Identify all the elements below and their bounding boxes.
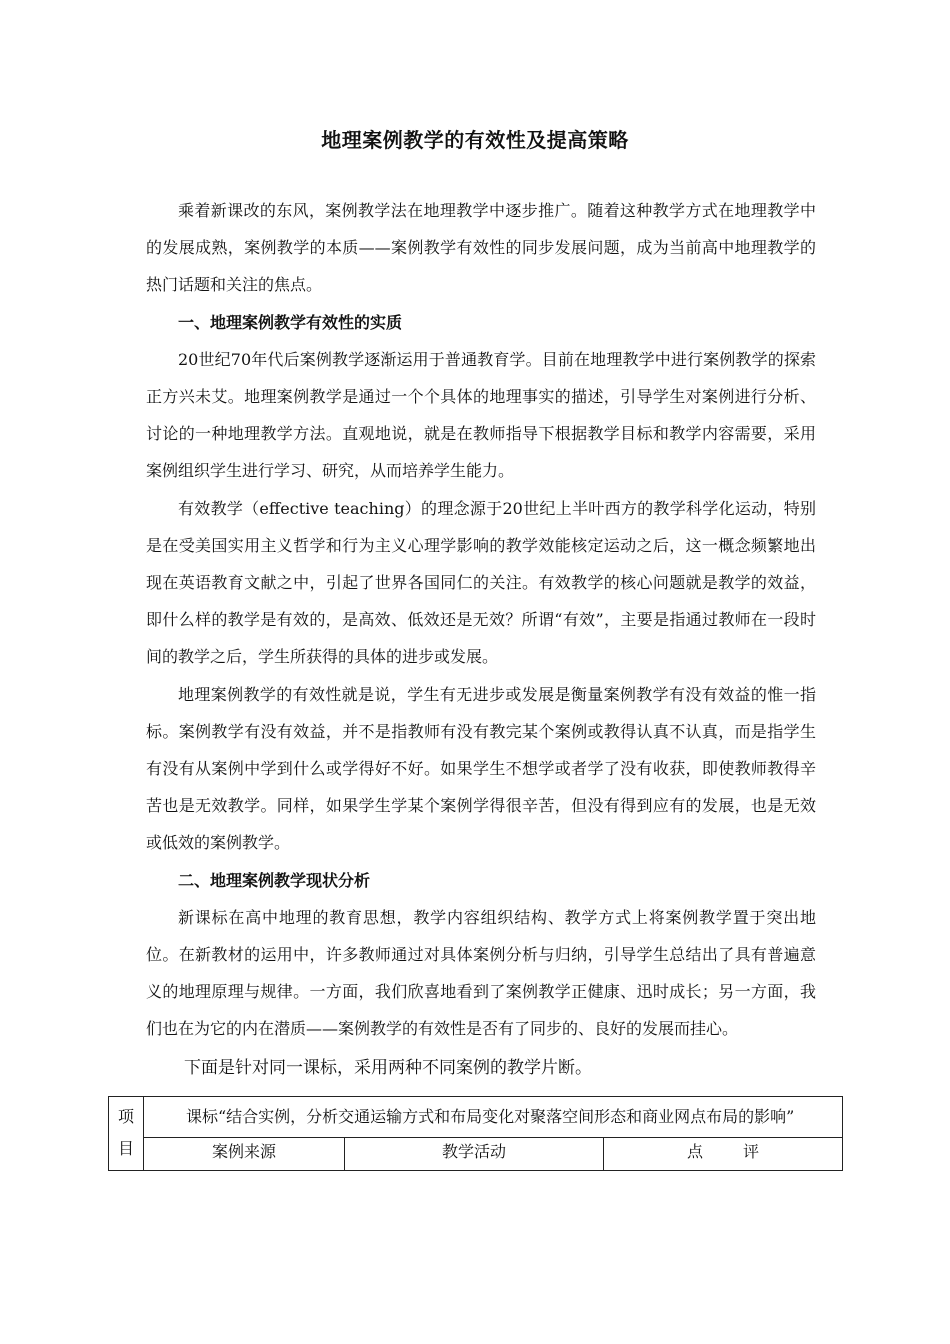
paragraph-history: 20世纪70年代后案例教学逐渐运用于普通教育学。目前在地理教学中进行案例教学的探索正方兴未艾。地理案例教学是通过一个个具体的地理事实的描述，引导学生对案例进行分析、讨论的一种地理教学方法。直观地说，就是在教师指导下根据教学目标和教学内容需要，采用案例组织学生进行学习、研究，从而培养学生能力。 [146, 349, 816, 481]
section-heading-2: 二、地理案例教学现状分析 [178, 870, 371, 890]
document-title: 地理案例教学的有效性及提高策略 [321, 128, 629, 152]
table-intro: 下面是针对同一课标，采用两种不同案例的教学片断。 [184, 1057, 592, 1078]
paragraph-status: 新课标在高中地理的教育思想，教学内容组织结构、教学方式上将案例教学置于突出地位。在新教材的运用中，许多教师通过对具体案例分析与归纳，引导学生总结出了具有普遍意义的地理原理与规律。一方面，我们欣喜地看到了案例教学正健康、迅时成长；另一方面，我们也在为它的内在潜质——案例教学的有效性是否有了同步的、良好的发展而挂心。 [146, 907, 816, 1039]
header-comment-char-1: 点 [686, 1142, 703, 1161]
header-comment [604, 1138, 843, 1171]
document-body [146, 192, 816, 1088]
project-label-char-1: 项 [117, 1107, 134, 1126]
header-comment-char-2: 评 [743, 1142, 760, 1161]
paragraph-effective-teaching: 有效教学（effective teaching）的理念源于20世纪上半叶西方的教学科学化运动，特别是在受美国实用主义哲学和行为主义心理学影响的教学效能核定运动之后，这一概念频繁地出现在英语教育文献之中，引起了世界各国同仁的关注。有效教学的核心问题就是教学的效益，即什么样的教学是有效的，是高效、低效还是无效？所谓“有效”，主要是指通过教师在一段时间的教学之后，学生所获得的具体的进步或发展。 [146, 498, 816, 667]
paragraph-intro: 乘着新课改的东风，案例教学法在地理教学中逐步推广。随着这种教学方式在地理教学中的发展成熟，案例教学的本质——案例教学有效性的同步发展问题，成为当前高中地理教学的热门话题和关注的焦点。 [146, 201, 816, 295]
header-case-source: 案例来源 [144, 1138, 345, 1171]
paragraph-effectiveness: 地理案例教学的有效性就是说，学生有无进步或发展是衡量案例教学有没有效益的惟一指标。案例教学有没有效益，并不是指教师有没有教完某个案例或教得认真不认真，而是指学生有没有从案例中学到什么或学得好不好。如果学生不想学或者学了没有收获，即使教师教得辛苦也是无效教学。同样，如果学生学某个案例学得很辛苦，但没有得到应有的发展，也是无效或低效的案例教学。 [146, 684, 816, 853]
header-teaching-activity: 教学活动 [345, 1138, 604, 1171]
table-row-headers [109, 1138, 843, 1171]
project-label-cell [109, 1097, 144, 1171]
curriculum-standard-cell: 课标“结合实例，分析交通运输方式和布局变化对聚落空间形态和商业网点布局的影响” [144, 1097, 843, 1138]
table-row-standard [109, 1097, 843, 1138]
teaching-fragment-table [108, 1096, 843, 1171]
section-heading-1: 一、地理案例教学有效性的实质 [178, 312, 403, 332]
project-label-char-2: 目 [117, 1139, 134, 1158]
